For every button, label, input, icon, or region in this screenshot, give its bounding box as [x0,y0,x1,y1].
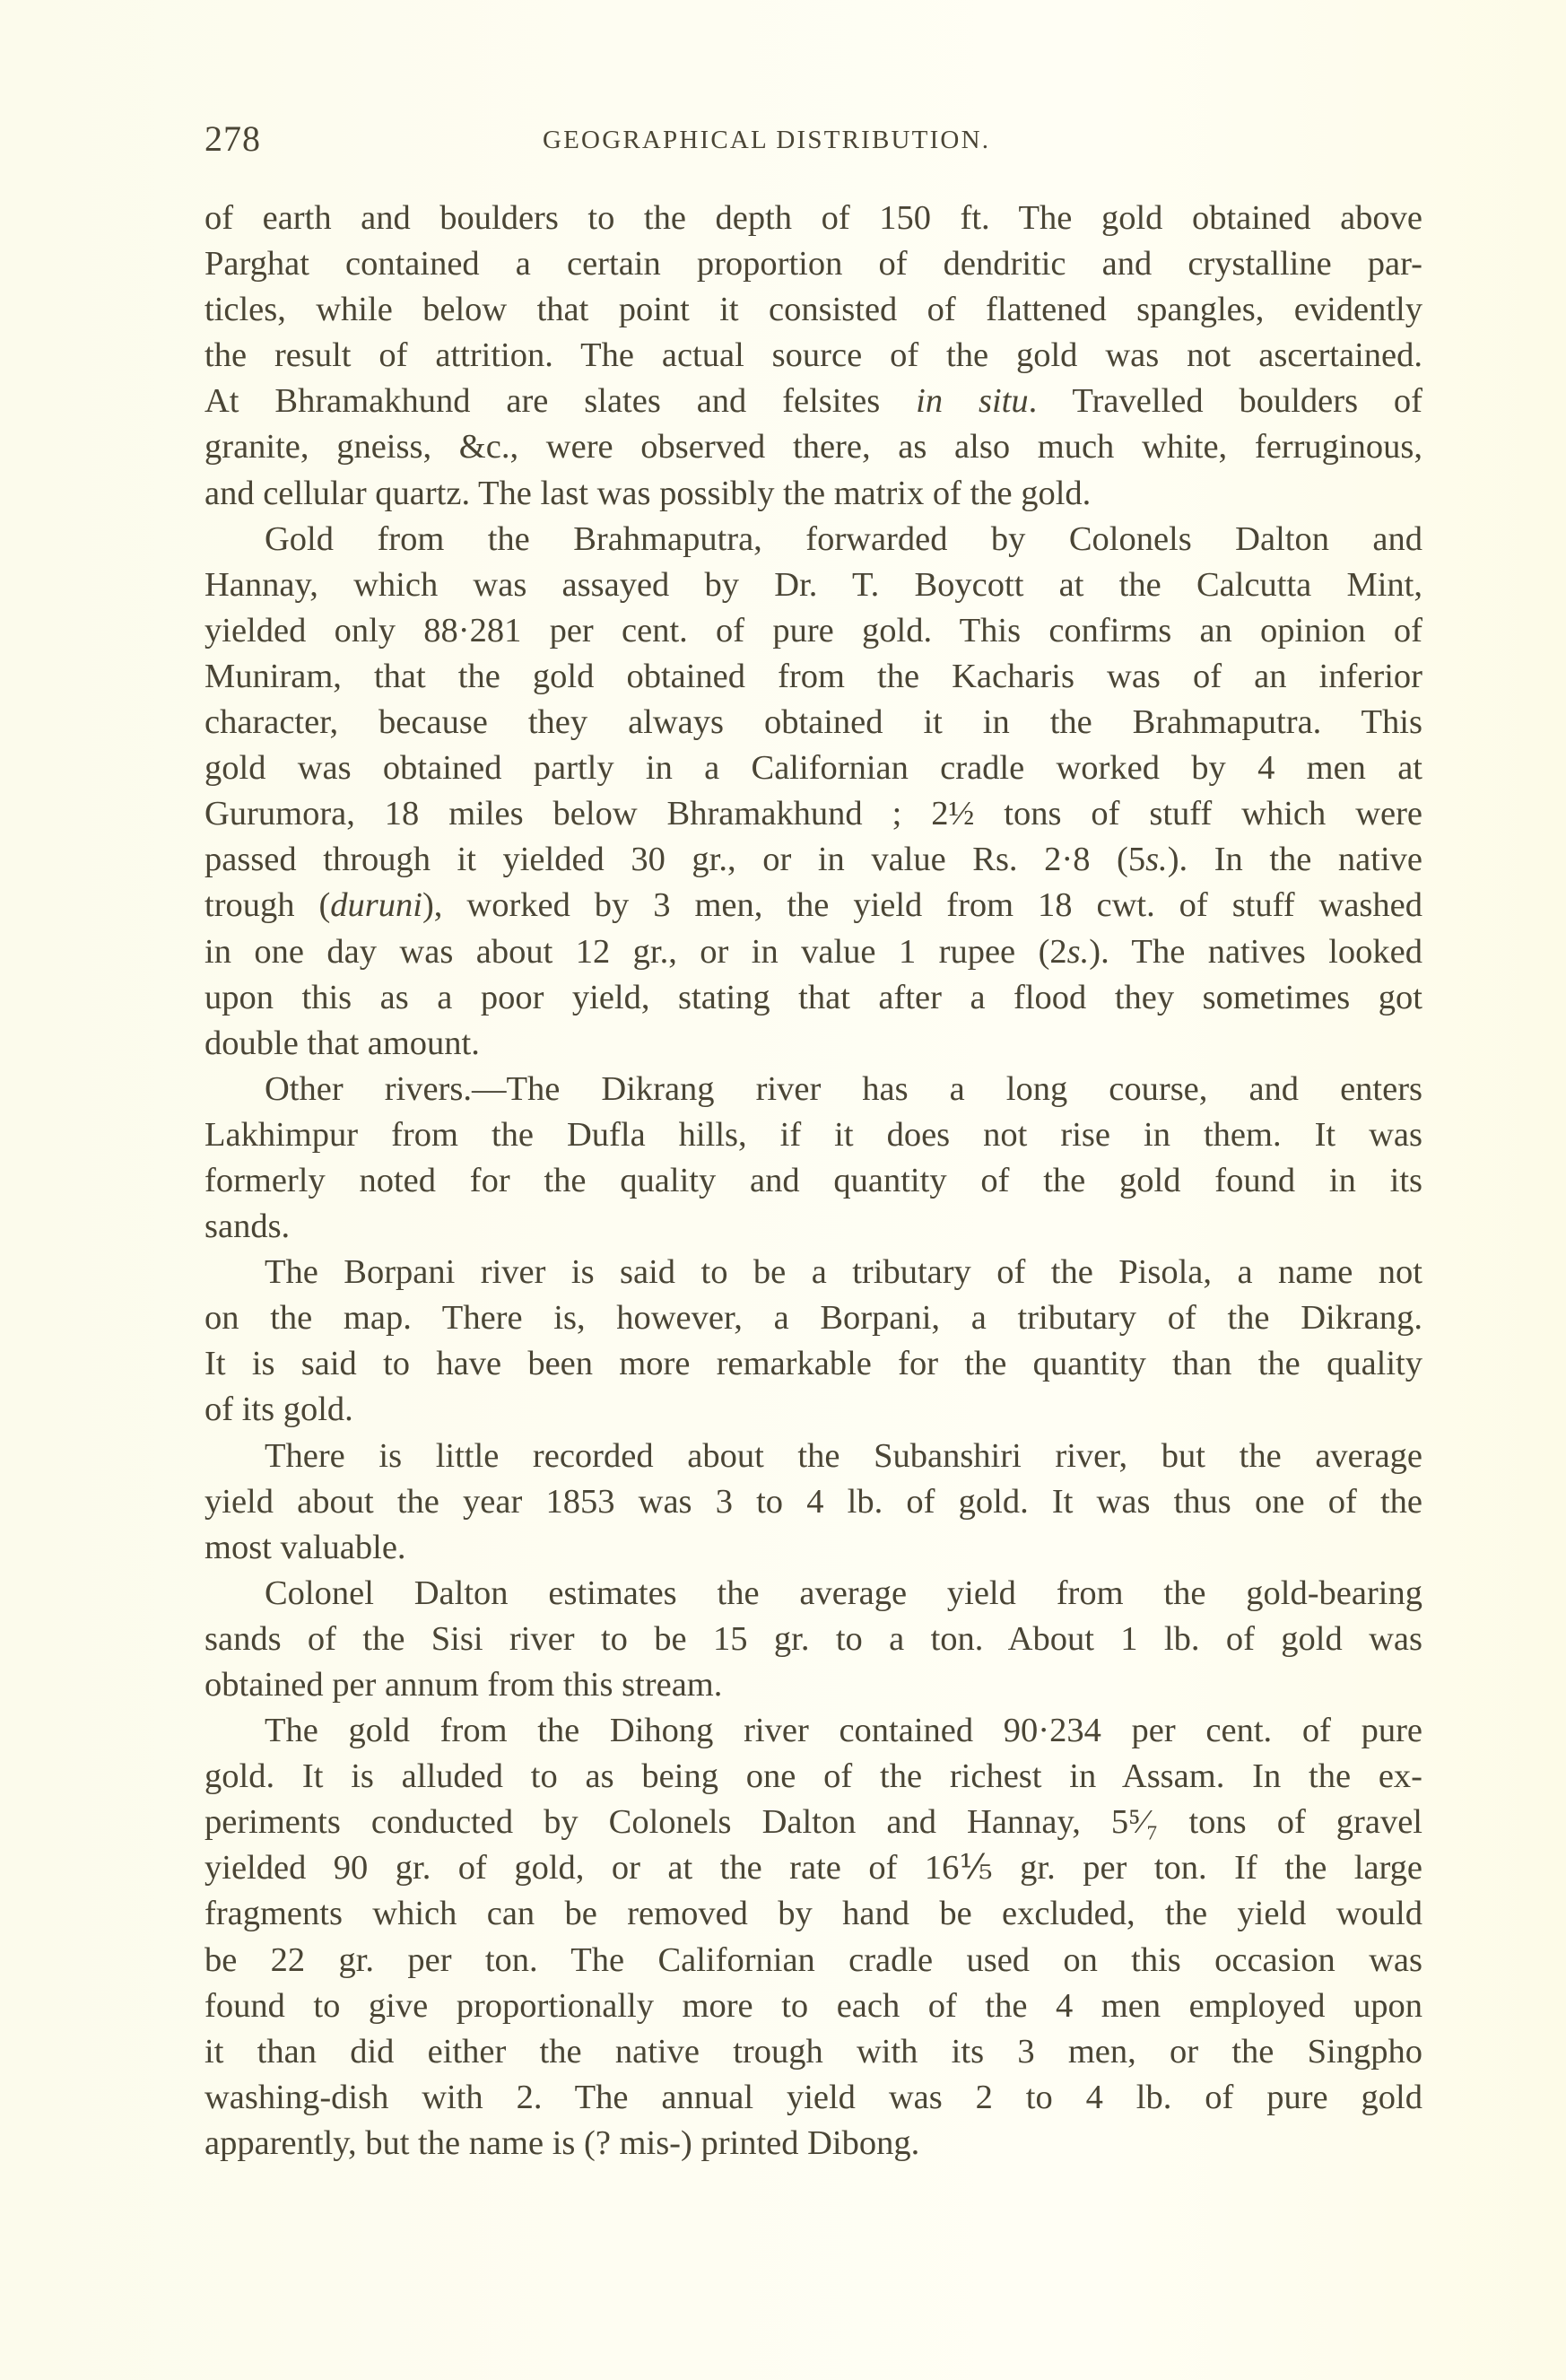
text-line: Gurumora, 18 miles below Bhramakhund ; 2½ tons of stuff which were [204,795,1422,833]
text-line: Colonel Dalton estimates the average yield from the gold-bearing [265,1574,1422,1612]
text-line: double that amount. [204,1024,480,1062]
text-line: of its gold. [204,1391,353,1429]
text-line: it than did either the native trough with its 3 men, or the Singpho [204,2032,1422,2071]
text-line: in one day was about 12 gr., or in value 1 rupee (2s.). The natives looked [204,932,1422,971]
text-line: yield about the year 1853 was 3 to 4 lb. of gold. It was thus one of the [204,1482,1422,1521]
text-line: fragments which can be removed by hand be excluded, the yield would [204,1895,1422,1933]
text-line: yielded 90 gr. of gold, or at the rate of 16⅕ gr. per ton. If the large [204,1849,1422,1887]
text-line: sands of the Sisi river to be 15 gr. to a ton. About 1 lb. of gold was [204,1619,1422,1658]
paragraph [204,1571,1422,1708]
text-line: on the map. There is, however, a Borpani, a tributary of the Dikrang. [204,1299,1422,1338]
text-line: Other rivers.—The Dikrang river has a long course, and enters [265,1069,1422,1108]
text-line: gold. It is alluded to as being one of the richest in Assam. In the ex- [204,1757,1422,1796]
text-line: found to give proportionally more to each of the 4 men employed upon [204,1986,1422,2025]
text-line: ticles, while below that point it consisted of flattened spangles, evidently [204,291,1422,329]
text-line: trough (duruni), worked by 3 men, the yield from 18 cwt. of stuff washed [204,886,1422,925]
italic-term: duruni [330,886,422,925]
text-line: Hannay, which was assayed by Dr. T. Boycott at the Calcutta Mint, [204,565,1422,604]
body-text [204,196,1422,2166]
text-line: the result of attrition. The actual source of the gold was not ascertained. [204,336,1422,375]
italic-term: s. [1145,841,1168,879]
running-head [204,117,1422,161]
text-line: most valuable. [204,1528,406,1566]
text-line: of earth and boulders to the depth of 150 ft. The gold obtained above [204,199,1422,237]
text-line: Lakhimpur from the Dufla hills, if it does not rise in them. It was [204,1115,1422,1154]
text-line: There is little recorded about the Subanshiri river, but the average [265,1436,1422,1475]
text-line: periments conducted by Colonels Dalton and Hannay, 5⁵⁄₇ tons of gravel [204,1803,1422,1842]
running-title: GEOGRAPHICAL DISTRIBUTION. [543,126,991,154]
paragraph [204,1434,1422,1571]
text-line: The Borpani river is said to be a tributary of the Pisola, a name not [265,1253,1422,1292]
text-line: character, because they always obtained it in the Brahmaputra. This [204,703,1422,742]
text-line: obtained per annum from this stream. [204,1666,723,1704]
text-line: sands. [204,1207,291,1246]
paragraph [204,1067,1422,1250]
text-line: upon this as a poor yield, stating that after a flood they sometimes got [204,978,1422,1016]
text-line: gold was obtained partly in a Californian cradle worked by 4 men at [204,749,1422,788]
text-line: Gold from the Brahmaputra, forwarded by Colonels Dalton and [265,519,1422,558]
text-line: The gold from the Dihong river contained 90·234 per cent. of pure [265,1712,1422,1750]
paragraph [204,1250,1422,1433]
paragraph [204,196,1422,517]
text-line: granite, gneiss, &c., were observed there, as also much white, ferruginous, [204,428,1422,466]
text-line: apparently, but the name is (? mis-) printed Dibong. [204,2123,920,2162]
text-line: It is said to have been more remarkable for the quantity than the quality [204,1345,1422,1383]
text-line: formerly noted for the quality and quantity of the gold found in its [204,1161,1422,1199]
paragraph [204,517,1422,1067]
page-number: 278 [204,118,261,159]
text-line: be 22 gr. per ton. The Californian cradle used on this occasion was [204,1940,1422,1979]
italic-term: in situ [916,382,1029,421]
text-line: yielded only 88·281 per cent. of pure gold. This confirms an opinion of [204,611,1422,649]
text-line: Parghat contained a certain proportion of dendritic and crystalline par- [204,245,1422,283]
italic-term: s. [1066,932,1090,971]
text-line: washing-dish with 2. The annual yield was 2 to 4 lb. of pure gold [204,2078,1422,2116]
text-line: At Bhramakhund are slates and felsites in situ. Travelled boulders of [204,382,1423,421]
text-line: and cellular quartz. The last was possibly the matrix of the gold. [204,474,1092,512]
paragraph [204,1708,1422,2166]
text-line: passed through it yielded 30 gr., or in value Rs. 2·8 (5s.). In the native [204,841,1422,879]
text-line: Muniram, that the gold obtained from the Kacharis was of an inferior [204,657,1422,695]
